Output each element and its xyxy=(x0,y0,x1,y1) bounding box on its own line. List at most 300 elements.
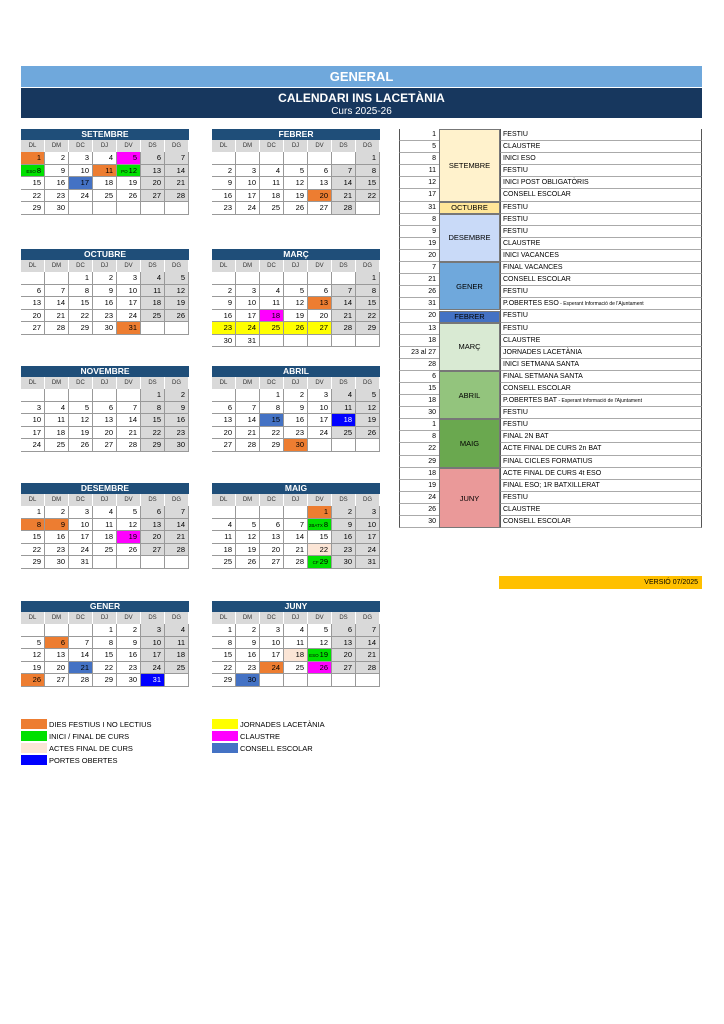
day-cell: 24 xyxy=(117,310,141,323)
day-cell: 23 xyxy=(45,190,69,203)
day-cell: 14 xyxy=(117,414,141,427)
days-grid xyxy=(21,272,189,335)
event-day: 24 xyxy=(399,492,439,504)
event-day: 18 xyxy=(399,468,439,480)
legend-item xyxy=(212,731,280,741)
empty-cell xyxy=(356,674,380,687)
legend-label: CLAUSTRE xyxy=(240,731,281,741)
empty-cell xyxy=(236,272,260,285)
day-cell: ESO19 xyxy=(308,649,332,662)
event-day: 5 xyxy=(399,141,439,153)
event-desc: FINAL CICLES FORMATIUS xyxy=(500,456,702,468)
day-cell: 24 xyxy=(260,662,284,675)
day-cell: 15 xyxy=(141,414,165,427)
days-grid xyxy=(212,272,380,347)
day-cell: 22 xyxy=(141,427,165,440)
day-cell: 11 xyxy=(141,285,165,298)
day-cell: 28 xyxy=(45,322,69,335)
day-cell: 25 xyxy=(284,662,308,675)
day-cell: 17 xyxy=(308,414,332,427)
weekday-label: DG xyxy=(356,494,380,506)
day-cell: 15 xyxy=(93,649,117,662)
day-cell: 7 xyxy=(165,506,189,519)
day-cell: 17 xyxy=(69,531,93,544)
empty-cell xyxy=(260,272,284,285)
empty-cell xyxy=(284,674,308,687)
weekday-label: DM xyxy=(236,494,260,506)
day-cell: 28 xyxy=(284,556,308,569)
weekday-label: DS xyxy=(332,377,356,389)
day-cell: 17 xyxy=(117,297,141,310)
weekday-label: DC xyxy=(260,140,284,152)
day-cell: 10 xyxy=(21,414,45,427)
day-cell: 21 xyxy=(45,310,69,323)
day-cell: 19 xyxy=(284,190,308,203)
day-cell: 9 xyxy=(332,519,356,532)
event-desc: FESTIU xyxy=(500,492,702,504)
legend-label: CONSELL ESCOLAR xyxy=(240,743,313,753)
day-cell: 31 xyxy=(141,674,165,687)
day-cell: 18 xyxy=(45,427,69,440)
weekday-label: DJ xyxy=(284,494,308,506)
day-cell: 14 xyxy=(165,165,189,178)
empty-cell xyxy=(308,272,332,285)
day-cell: 10 xyxy=(308,402,332,415)
legend-swatch xyxy=(21,743,47,753)
legend-label: DIES FESTIUS I NO LECTIUS xyxy=(49,719,152,729)
day-cell: 10 xyxy=(117,285,141,298)
day-cell: 25 xyxy=(93,190,117,203)
event-day: 7 xyxy=(399,262,439,274)
day-cell: 14 xyxy=(284,531,308,544)
day-cell: 28 xyxy=(332,322,356,335)
weekday-label: DG xyxy=(165,377,189,389)
weekday-label: DL xyxy=(212,140,236,152)
month-title: MAIG xyxy=(212,483,380,494)
day-cell: 29 xyxy=(93,674,117,687)
day-cell: 2 xyxy=(165,389,189,402)
day-cell: 18 xyxy=(165,649,189,662)
day-cell: 21 xyxy=(69,662,93,675)
day-cell: 5 xyxy=(69,402,93,415)
empty-cell xyxy=(356,439,380,452)
event-desc: CONSELL ESCOLAR xyxy=(500,516,702,528)
day-cell: 20 xyxy=(212,427,236,440)
day-cell: 21 xyxy=(117,427,141,440)
day-cell: 19 xyxy=(236,544,260,557)
days-grid xyxy=(21,506,189,569)
month-març xyxy=(212,249,380,347)
weekday-label: DV xyxy=(117,140,141,152)
empty-cell xyxy=(93,556,117,569)
day-cell: 24 xyxy=(21,439,45,452)
event-desc: CLAUSTRE xyxy=(500,335,702,347)
empty-cell xyxy=(212,272,236,285)
weekday-label: DL xyxy=(212,494,236,506)
day-cell: 13 xyxy=(141,165,165,178)
day-cell: 13 xyxy=(45,649,69,662)
day-cell: 1 xyxy=(141,389,165,402)
day-cell: 16 xyxy=(212,190,236,203)
day-cell: 5 xyxy=(165,272,189,285)
day-cell: 1 xyxy=(21,506,45,519)
event-day: 12 xyxy=(399,177,439,189)
weekday-label: DC xyxy=(260,260,284,272)
day-cell: 6 xyxy=(21,285,45,298)
day-cell: 4 xyxy=(93,506,117,519)
day-cell: 18 xyxy=(141,297,165,310)
day-cell: 22 xyxy=(93,662,117,675)
day-cell: 19 xyxy=(356,414,380,427)
days-grid xyxy=(212,152,380,215)
day-cell: 2BATX8 xyxy=(308,519,332,532)
day-cell: 29 xyxy=(21,556,45,569)
event-day: 21 xyxy=(399,274,439,286)
day-cell: 21 xyxy=(356,649,380,662)
day-cell: 8 xyxy=(356,285,380,298)
day-cell: 14 xyxy=(69,649,93,662)
weekday-label: DJ xyxy=(93,612,117,624)
event-day: 20 xyxy=(399,250,439,262)
month-febrer xyxy=(212,129,380,215)
calendar-title-block xyxy=(21,88,702,118)
empty-cell xyxy=(165,674,189,687)
day-cell: 26 xyxy=(69,439,93,452)
event-desc: FINAL 2N BAT xyxy=(500,431,702,443)
legend-label: INICI / FINAL DE CURS xyxy=(49,731,130,741)
day-cell: 4 xyxy=(212,519,236,532)
weekday-label: DM xyxy=(45,377,69,389)
month-desembre xyxy=(21,483,189,569)
day-cell: 3 xyxy=(21,402,45,415)
day-cell: 2 xyxy=(45,506,69,519)
weekday-header xyxy=(21,140,189,152)
event-day: 23 al 27 xyxy=(399,347,439,359)
event-desc: CLAUSTRE xyxy=(500,504,702,516)
event-desc: FESTIU xyxy=(500,419,702,431)
empty-cell xyxy=(308,439,332,452)
legend-swatch xyxy=(212,743,238,753)
weekday-label: DS xyxy=(332,260,356,272)
day-cell: PO12 xyxy=(117,165,141,178)
legend-item xyxy=(21,719,152,729)
event-desc: INICI VACANCES xyxy=(500,250,702,262)
weekday-label: DC xyxy=(69,377,93,389)
day-cell: 26 xyxy=(284,202,308,215)
day-cell: 28 xyxy=(236,439,260,452)
event-month-label: OCTUBRE xyxy=(439,202,500,214)
empty-cell xyxy=(69,202,93,215)
day-cell: 12 xyxy=(308,637,332,650)
empty-cell xyxy=(212,506,236,519)
page-subtitle: Curs 2025-26 xyxy=(331,106,392,117)
empty-cell xyxy=(21,389,45,402)
day-cell: 1 xyxy=(21,152,45,165)
month-maig xyxy=(212,483,380,569)
day-cell: 6 xyxy=(308,285,332,298)
day-cell: 4 xyxy=(93,152,117,165)
event-note: - Esperant Informació de l'Ajuntament xyxy=(558,301,644,308)
day-cell: 29 xyxy=(21,202,45,215)
weekday-label: DV xyxy=(308,612,332,624)
day-cell: 12 xyxy=(117,519,141,532)
event-desc: ACTE FINAL DE CURS 2n BAT xyxy=(500,443,702,455)
weekday-label: DL xyxy=(21,612,45,624)
weekday-label: DM xyxy=(236,377,260,389)
month-juny xyxy=(212,601,380,687)
day-cell: 1 xyxy=(356,272,380,285)
event-month-label: MARÇ xyxy=(439,323,500,371)
event-day: 11 xyxy=(399,165,439,177)
day-cell: 24 xyxy=(69,190,93,203)
day-cell: 6 xyxy=(141,506,165,519)
day-cell: 9 xyxy=(165,402,189,415)
days-grid xyxy=(21,389,189,452)
day-cell: 8 xyxy=(141,402,165,415)
month-octubre xyxy=(21,249,189,335)
day-tag: PO xyxy=(121,168,128,174)
day-cell: 21 xyxy=(332,190,356,203)
legend-swatch xyxy=(21,719,47,729)
day-cell: 5 xyxy=(21,637,45,650)
day-cell: 9 xyxy=(212,177,236,190)
legend-label: PORTES OBERTES xyxy=(49,755,118,765)
day-cell: 5 xyxy=(117,152,141,165)
day-cell: 28 xyxy=(332,202,356,215)
events-table xyxy=(399,129,702,528)
day-cell: 29 xyxy=(69,322,93,335)
days-grid xyxy=(21,624,189,687)
day-cell: 19 xyxy=(21,662,45,675)
event-month-label: ABRIL xyxy=(439,371,500,419)
day-cell: 16 xyxy=(117,649,141,662)
day-cell: 14 xyxy=(236,414,260,427)
day-cell: 17 xyxy=(21,427,45,440)
event-day: 19 xyxy=(399,480,439,492)
day-cell: 2 xyxy=(45,152,69,165)
day-cell: 1 xyxy=(212,624,236,637)
event-day: 8 xyxy=(399,431,439,443)
day-cell: 17 xyxy=(356,531,380,544)
day-cell: 31 xyxy=(117,322,141,335)
day-cell: 5 xyxy=(308,624,332,637)
day-cell: 20 xyxy=(141,177,165,190)
empty-cell xyxy=(21,272,45,285)
day-cell: 3 xyxy=(141,624,165,637)
day-cell: 24 xyxy=(141,662,165,675)
empty-cell xyxy=(117,202,141,215)
weekday-label: DJ xyxy=(284,612,308,624)
day-cell: 26 xyxy=(356,427,380,440)
weekday-label: DC xyxy=(69,260,93,272)
legend-swatch xyxy=(212,731,238,741)
day-cell: 27 xyxy=(93,439,117,452)
day-cell: 11 xyxy=(212,531,236,544)
month-setembre xyxy=(21,129,189,215)
weekday-label: DV xyxy=(117,494,141,506)
day-cell: 17 xyxy=(260,649,284,662)
day-cell: 4 xyxy=(260,165,284,178)
day-cell: 22 xyxy=(69,310,93,323)
day-cell: 8 xyxy=(212,637,236,650)
day-cell: 27 xyxy=(260,556,284,569)
weekday-label: DC xyxy=(260,612,284,624)
event-desc: INICI POST OBLIGATÒRIS xyxy=(500,177,702,189)
day-cell: 2 xyxy=(284,389,308,402)
day-cell: 8 xyxy=(356,165,380,178)
day-cell: 16 xyxy=(332,531,356,544)
event-desc: CLAUSTRE xyxy=(500,238,702,250)
day-cell: 2 xyxy=(117,624,141,637)
day-cell: 11 xyxy=(260,177,284,190)
day-cell: 20 xyxy=(93,427,117,440)
day-cell: 12 xyxy=(69,414,93,427)
day-cell: 10 xyxy=(236,297,260,310)
legend-item xyxy=(212,743,313,753)
day-cell: 20 xyxy=(45,662,69,675)
day-cell: 19 xyxy=(284,310,308,323)
weekday-label: DS xyxy=(141,260,165,272)
day-cell: 12 xyxy=(21,649,45,662)
month-novembre xyxy=(21,366,189,452)
month-abril xyxy=(212,366,380,452)
day-cell: 3 xyxy=(69,152,93,165)
day-cell: 3 xyxy=(69,506,93,519)
day-cell: 9 xyxy=(284,402,308,415)
empty-cell xyxy=(260,506,284,519)
event-month-label: JUNY xyxy=(439,468,500,529)
day-cell: 18 xyxy=(212,544,236,557)
empty-cell xyxy=(93,389,117,402)
day-cell: 16 xyxy=(165,414,189,427)
day-cell: 3 xyxy=(308,389,332,402)
day-cell: 4 xyxy=(45,402,69,415)
legend-item xyxy=(21,743,133,753)
empty-cell xyxy=(45,389,69,402)
day-cell: 25 xyxy=(260,322,284,335)
day-cell: 3 xyxy=(117,272,141,285)
weekday-label: DJ xyxy=(93,260,117,272)
day-cell: 20 xyxy=(260,544,284,557)
day-cell: 3 xyxy=(260,624,284,637)
day-cell: 2 xyxy=(93,272,117,285)
empty-cell xyxy=(165,556,189,569)
weekday-label: DS xyxy=(332,494,356,506)
day-cell: 13 xyxy=(332,637,356,650)
day-cell: 23 xyxy=(93,310,117,323)
empty-cell xyxy=(284,506,308,519)
event-day: 13 xyxy=(399,323,439,335)
day-cell: 3 xyxy=(236,285,260,298)
event-month-label: MAIG xyxy=(439,419,500,467)
event-day: 20 xyxy=(399,310,439,322)
day-cell: 21 xyxy=(165,177,189,190)
day-cell: 26 xyxy=(117,190,141,203)
day-cell: 7 xyxy=(356,624,380,637)
weekday-label: DL xyxy=(212,612,236,624)
empty-cell xyxy=(165,202,189,215)
day-cell: 9 xyxy=(212,297,236,310)
day-cell: 13 xyxy=(260,531,284,544)
day-cell: 7 xyxy=(165,152,189,165)
weekday-header xyxy=(21,377,189,389)
day-cell: 13 xyxy=(308,177,332,190)
day-cell: 12 xyxy=(356,402,380,415)
day-cell: 27 xyxy=(21,322,45,335)
weekday-label: DG xyxy=(165,260,189,272)
day-cell: 18 xyxy=(284,649,308,662)
legend-swatch xyxy=(21,731,47,741)
empty-cell xyxy=(260,674,284,687)
empty-cell xyxy=(260,335,284,348)
day-cell: 11 xyxy=(260,297,284,310)
day-cell: 31 xyxy=(236,335,260,348)
weekday-label: DS xyxy=(141,612,165,624)
day-cell: 12 xyxy=(284,297,308,310)
day-cell: 30 xyxy=(236,674,260,687)
event-desc: CLAUSTRE xyxy=(500,141,702,153)
day-cell: 12 xyxy=(165,285,189,298)
day-cell: 9 xyxy=(93,285,117,298)
day-cell: 2 xyxy=(212,165,236,178)
legend-swatch xyxy=(212,719,238,729)
day-cell: 13 xyxy=(21,297,45,310)
day-cell: 28 xyxy=(69,674,93,687)
month-title: ABRIL xyxy=(212,366,380,377)
day-cell: 27 xyxy=(212,439,236,452)
weekday-label: DS xyxy=(141,140,165,152)
legend-item xyxy=(212,719,325,729)
day-cell: 15 xyxy=(69,297,93,310)
day-cell: 1 xyxy=(69,272,93,285)
day-cell: 27 xyxy=(332,662,356,675)
day-cell: 21 xyxy=(332,310,356,323)
day-tag: CF xyxy=(312,560,319,565)
empty-cell xyxy=(45,624,69,637)
weekday-label: DJ xyxy=(284,140,308,152)
day-cell: CF29 xyxy=(308,556,332,569)
day-cell: 29 xyxy=(356,322,380,335)
weekday-label: DL xyxy=(21,494,45,506)
day-cell: 22 xyxy=(356,190,380,203)
empty-cell xyxy=(212,389,236,402)
day-cell: 26 xyxy=(284,322,308,335)
day-cell: 19 xyxy=(117,177,141,190)
day-cell: 30 xyxy=(165,439,189,452)
day-cell: 30 xyxy=(45,202,69,215)
day-cell: 18 xyxy=(93,177,117,190)
event-day: 8 xyxy=(399,214,439,226)
day-cell: 16 xyxy=(93,297,117,310)
day-cell: 7 xyxy=(332,165,356,178)
day-cell: 26 xyxy=(21,674,45,687)
day-cell: 14 xyxy=(165,519,189,532)
month-title: NOVEMBRE xyxy=(21,366,189,377)
weekday-header xyxy=(212,260,380,272)
day-cell: 30 xyxy=(212,335,236,348)
day-cell: 27 xyxy=(308,322,332,335)
day-cell: 22 xyxy=(21,190,45,203)
day-tag: 2BATX xyxy=(308,522,323,528)
event-desc: CONSELL ESCOLAR xyxy=(500,383,702,395)
weekday-label: DV xyxy=(117,260,141,272)
day-cell: 18 xyxy=(260,310,284,323)
event-desc: FINAL VACANCES xyxy=(500,262,702,274)
weekday-label: DC xyxy=(260,494,284,506)
day-cell: 7 xyxy=(284,519,308,532)
day-cell: 14 xyxy=(332,177,356,190)
day-cell: 6 xyxy=(260,519,284,532)
